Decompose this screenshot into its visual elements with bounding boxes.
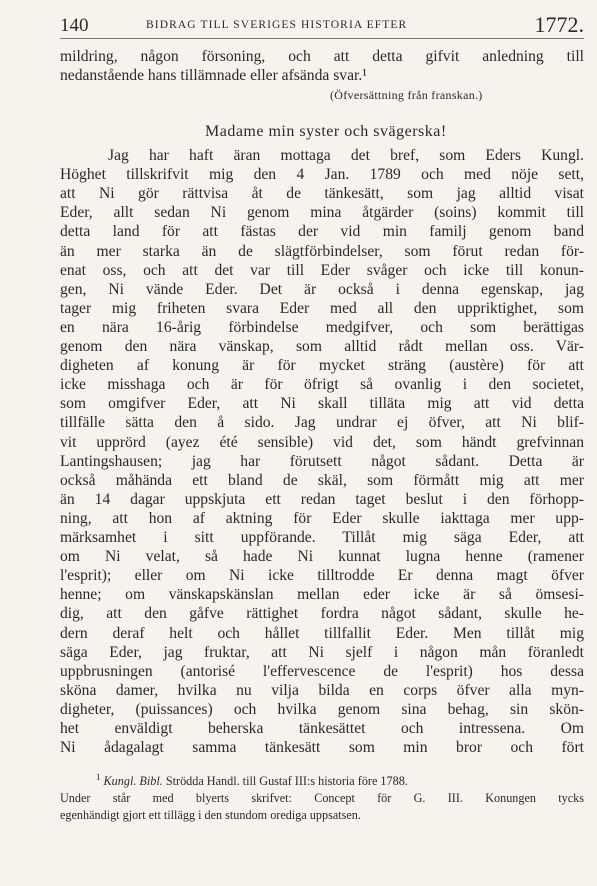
letter-line: än 14 dagar uppskjuta ett redan taget beslut i den förhopp- — [60, 490, 584, 508]
letter-line: sköna damer, hvilka nu vilja bilda en corps öfver alla myn- — [60, 681, 584, 699]
footnote-line: egenhändigt gjort ett tillägg i den stundom orediga uppsatsen. — [60, 808, 361, 822]
letter-line: Eder, allt sedan Ni genom mina åtgärder (soins) kommit till — [60, 204, 584, 222]
footnote-source: Kungl. Bibl. — [103, 774, 163, 788]
running-title: BIDRAG TILL SVERIGES HISTORIA EFTER — [146, 19, 408, 31]
letter-line: uppbrusningen (antorisé l'effervescence de l'esprit) hos dessa — [60, 662, 584, 680]
translation-note: (Öfversättning från franskan.) — [330, 88, 483, 102]
footnote-line: Under står med blyerts skrifvet: Concept för G. III. Konungen tycks — [60, 791, 584, 805]
letter-line: digheten af konung är för mycket sträng (austère) för att — [60, 357, 584, 375]
letter-line: gen, Ni vände Eder. Det är också i denna egenskap, jag — [60, 280, 584, 298]
letter-line: dig, att den gåfve rättighet fordra något sådant, skulle he- — [60, 605, 584, 623]
footnote-line — [60, 774, 584, 789]
letter-line: dern deraf helt och hållet tillfallit Eder. Men tillåt mig — [60, 624, 584, 642]
letter-line: detta land för att fästas der vid min familj genom band — [60, 223, 584, 241]
letter-line: märksamhet i sitt uppförande. Tillåt mig säga Eder, att — [60, 529, 584, 546]
letter-line: Jag har haft äran mottaga det bref, som Eders Kungl. — [108, 147, 584, 164]
letter-line: genom den nära vänskap, som alltid rådt mellan oss. Vär- — [60, 338, 584, 355]
footnote-mark: 1 — [96, 774, 101, 782]
intro-line: mildring, någon försoning, och att detta gifvit anledning till — [60, 48, 584, 65]
letter-line: tillfälle sätta den å sido. Jag undrar ej öfver, att Ni blif- — [60, 414, 584, 432]
letter-line: en nära 16-årig förbindelse medgifver, och som berättigas — [60, 318, 584, 336]
letter-line: digheter, (puissances) och hvilka genom sina behag, sin skön- — [60, 700, 584, 718]
letter-line: icke misshaga och är för öfrigt så ovanlig i den societet, — [60, 376, 584, 394]
letter-line: än mer starka än de slägtförbindelser, som förut redan för- — [60, 242, 584, 260]
footnote-text: Strödda Handl. till Gustaf III:s historia före 1788. — [162, 774, 408, 788]
letter-line: att Ni gör rättvisa åt de tänkesätt, som jag alltid visat — [60, 185, 584, 203]
page-header — [60, 12, 584, 39]
page-number: 140 — [60, 15, 89, 36]
letter-line: l'esprit); eller om Ni icke tilltrodde Er denna magt öfver — [60, 567, 584, 585]
letter-line: också måhända ett bland de skäl, som förmått mig att mer — [60, 471, 584, 489]
letter-line: enat oss, och att det var till Eder svåger och icke till konun- — [60, 261, 584, 279]
letter-line: Höghet tillskrifvit mig den 4 Jan. 1789 och med nöje sett, — [60, 166, 584, 184]
letter-line: henne; om vänskapskänslan mellan eder icke är så ömsesi- — [60, 586, 584, 604]
letter-line: om Ni velat, så hade Ni kunnat lugna henne (ramener — [60, 548, 584, 566]
letter-line: Ni ådagalagt samma tänkesätt som min bror och fört — [60, 739, 584, 757]
letter-line: som omgifver Eder, att Ni skall tilläta mig att vid detta — [60, 395, 584, 413]
letter-line: ning, att hon af aktning för Eder skulle iakttaga mer upp- — [60, 509, 584, 527]
letter-line: tager mig friheten svara Eder med all den uppriktighet, som — [60, 299, 584, 317]
letter-line: het enväldigt beherska tänkesättet och intressena. Om — [60, 720, 584, 737]
letter-line: Lantingshausen; jag har förutsett något sådant. Detta är — [60, 452, 584, 470]
header-year: 1772. — [534, 12, 584, 37]
letter-salutation: Madame min syster och svägerska! — [205, 123, 447, 140]
letter-line: säga Eder, jag fruktar, att Ni sjelf i någon mån föranledt — [60, 643, 584, 661]
intro-line: nedanstående hans tillämnade eller afsända svar.¹ — [60, 67, 367, 84]
letter-line: vit upprörd (ayez été sensible) vid det, som händt grefvinnan — [60, 433, 584, 451]
